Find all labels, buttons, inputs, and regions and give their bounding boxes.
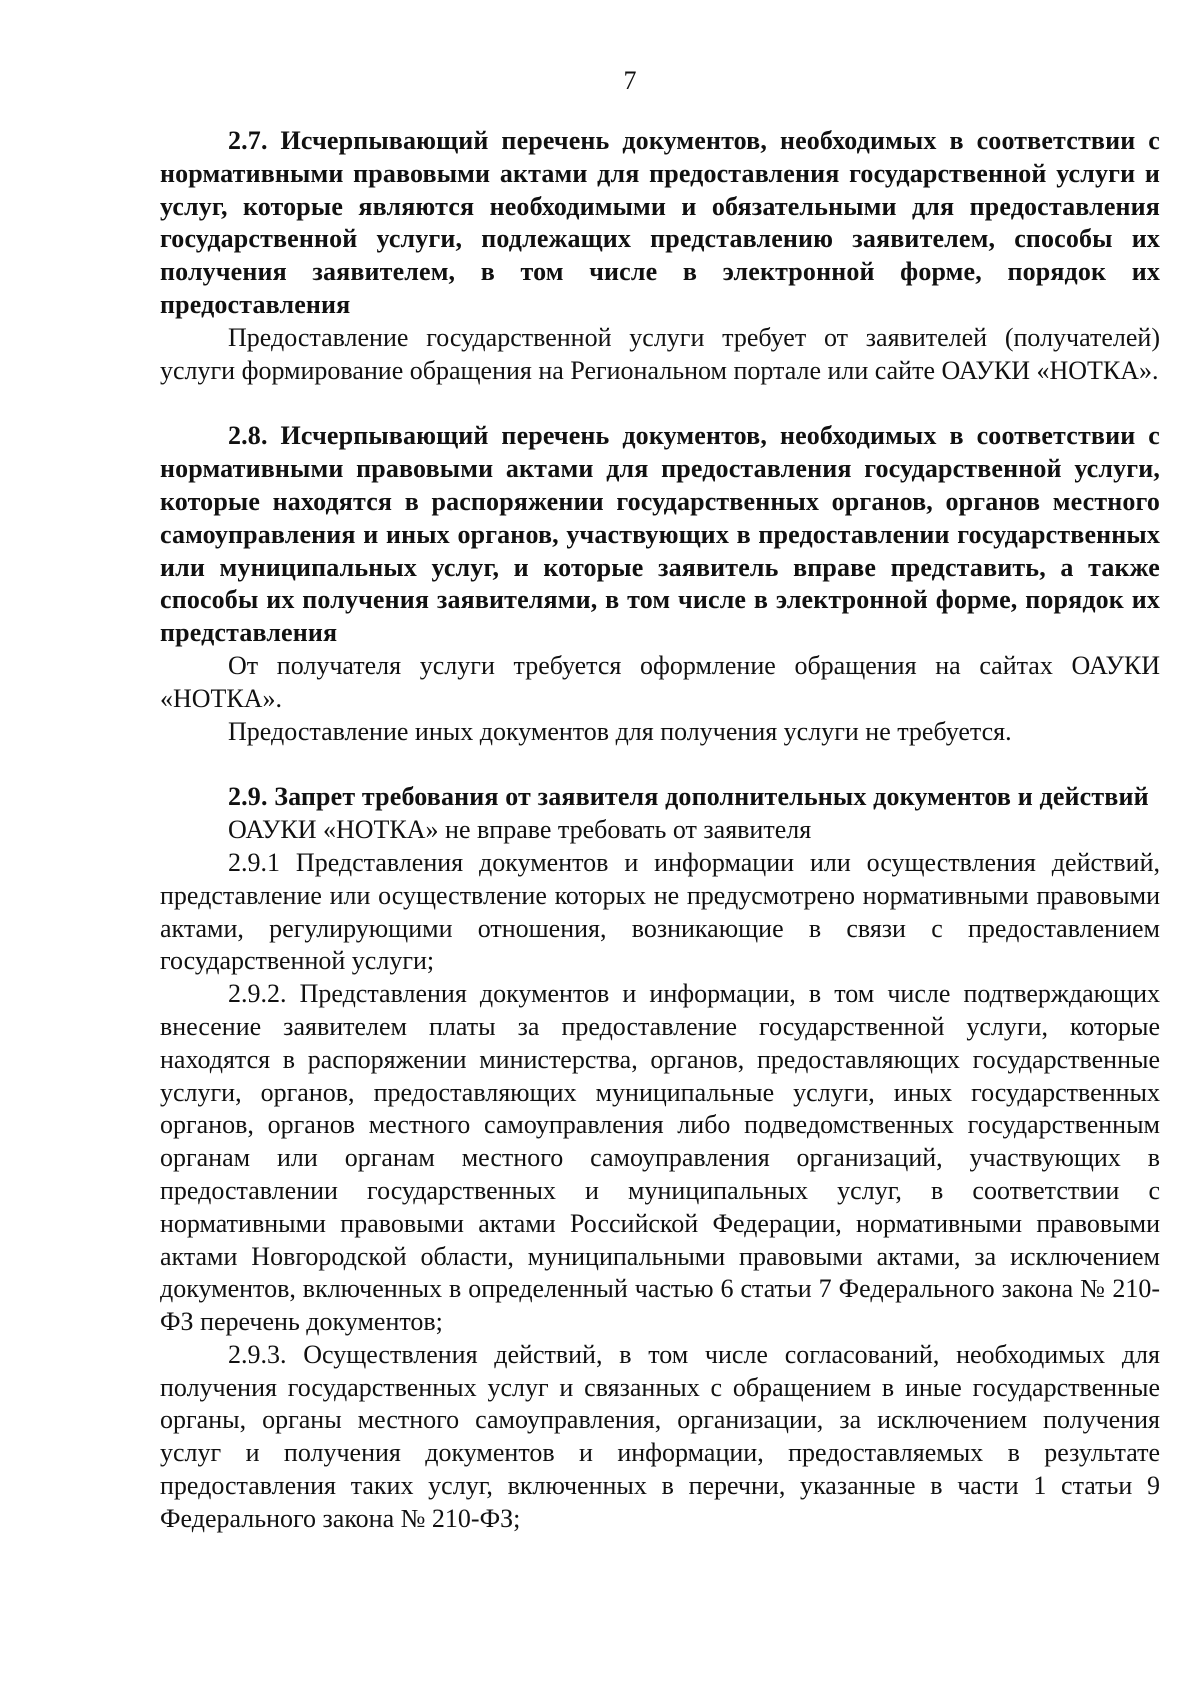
section-2-7-paragraph-1: Предоставление государственной услуги требует от заявителей (получателей) услуги формирование обращения на Региональном портале или сайте ОАУКИ «НОТКА». (160, 322, 1160, 385)
section-2-9-3-paragraph: 2.9.3. Осуществления действий, в том числе согласований, необходимых для получения государственных услуг и связанных с обращением в иные государственные органы, органы местного самоуправления, организации, за исключением получения услуг и получения документов и информации, предоставляемых в результате предоставления таких услуг, включенных в перечни, указанные в части 1 статьи 9 Федерального закона № 210-ФЗ; (160, 1339, 1160, 1533)
section-spacer (160, 748, 1160, 781)
section-2-9-paragraph-1: ОАУКИ «НОТКА» не вправе требовать от заявителя (228, 815, 812, 845)
section-2-9-2-paragraph: 2.9.2. Представления документов и информации, в том числе подтверждающих внесение заявителем платы за предоставление государственной услуги, которые находятся в распоряжении министерства, органов, предоставляющих государственные услуги, органов, предоставляющих муниципальные услуги, иных государственных органов, органов местного самоуправления либо подведомственных государственным органам или органам местного самоуправления организаций, участвующих в предоставлении государственных и муниципальных услуг, в соответствии с нормативными правовыми актами Российской Федерации, нормативными правовыми актами Новгородской области, муниципальными правовыми актами, за исключением документов, включенных в определенный частью 6 статьи 7 Федерального закона № 210-ФЗ перечень документов; (160, 979, 1160, 1337)
document-body (160, 125, 1160, 1536)
section-spacer (160, 387, 1160, 420)
section-2-8-heading: 2.8. Исчерпывающий перечень документов, необходимых в соответствии с нормативными правовыми актами для предоставления государственной услуги, которые находятся в распоряжении государственных органов, органов местного самоуправления и иных органов, участвующих в предоставлении государственных или муниципальных услуг, и которые заявитель вправе представить, а также способы их получения заявителями, в том числе в электронной форме, порядок их представления (160, 421, 1160, 648)
section-2-9-heading: 2.9. Запрет требования от заявителя дополнительных документов и действий (228, 782, 1149, 812)
section-2-8-paragraph-1: От получателя услуги требуется оформление обращения на сайтах ОАУКИ «НОТКА». (160, 650, 1160, 713)
section-2-7-heading: 2.7. Исчерпывающий перечень документов, необходимых в соответствии с нормативными правовыми актами для предоставления государственной услуги и услуг, которые являются необходимыми и обязательными для предоставления государственной услуги, подлежащих представлению заявителем, способы их получения заявителем, в том числе в электронной форме, порядок их предоставления (160, 126, 1160, 319)
section-2-9-1-paragraph: 2.9.1 Представления документов и информации или осуществления действий, представление или осуществление которых не предусмотрено нормативными правовыми актами, регулирующими отношения, возникающие в связи с предоставлением государственной услуги; (160, 847, 1160, 976)
page-number: 7 (623, 66, 637, 95)
section-2-8-paragraph-2: Предоставление иных документов для получения услуги не требуется. (228, 716, 1012, 746)
